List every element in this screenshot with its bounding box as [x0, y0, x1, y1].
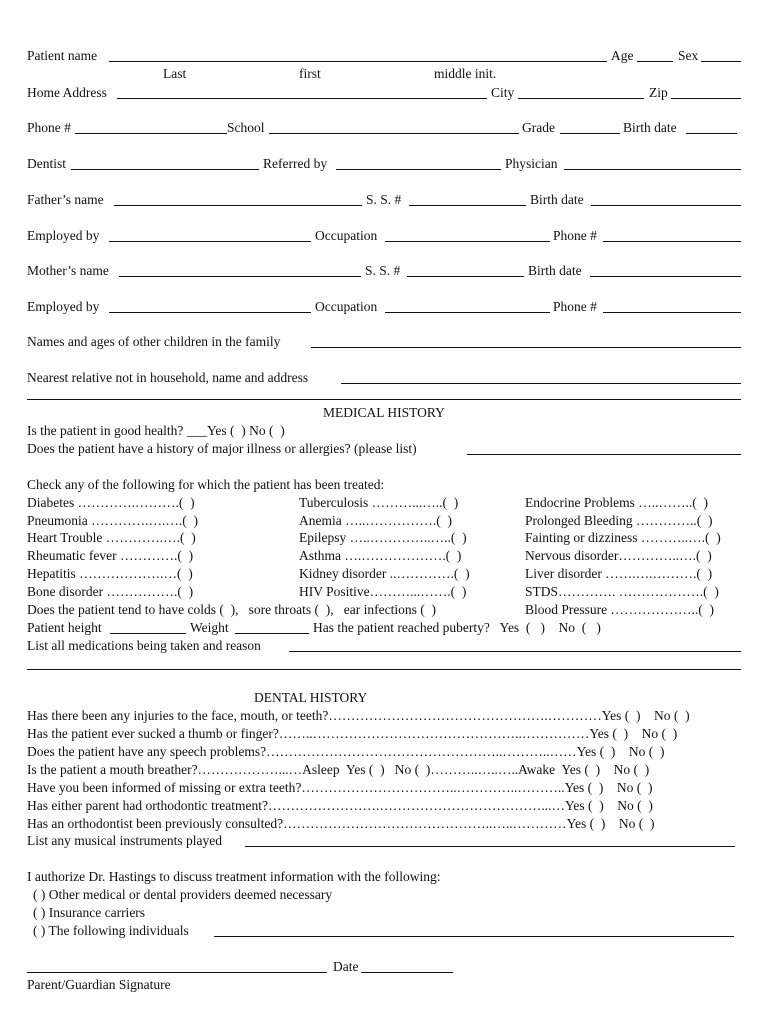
dental-question[interactable]: Has there been any injuries to the face, mouth, or teeth?………………………………………….…………Yes ( ) No ( ) [27, 708, 690, 723]
patient-name-row [27, 47, 741, 65]
date-field[interactable] [361, 972, 453, 973]
condition-row [27, 494, 741, 512]
father-name-label: Father’s name [27, 192, 104, 207]
mother-ss-field[interactable] [407, 276, 524, 277]
father-occupation-field[interactable] [385, 241, 550, 242]
authorization-intro: I authorize Dr. Hastings to discuss treatment information with the following: [27, 869, 441, 884]
condition-row [27, 512, 741, 530]
phone-field[interactable] [75, 133, 227, 134]
medications-field[interactable] [289, 651, 741, 652]
instruments-field[interactable] [245, 846, 735, 847]
condition-item[interactable]: Bone disorder …………….( ) [27, 584, 194, 599]
condition-item[interactable]: Tuberculosis ………...…..( ) [299, 495, 459, 510]
condition-item[interactable]: Liver disorder …….….……….( ) [525, 566, 713, 581]
father-ss-field[interactable] [409, 205, 526, 206]
major-illness-question: Does the patient have a history of major illness or allergies? (please list) [27, 441, 417, 456]
colds-row [27, 601, 741, 619]
referred-by-field[interactable] [336, 169, 501, 170]
authorization-option-providers[interactable]: ( ) Other medical or dental providers deemed necessary [33, 887, 333, 902]
signature-label-row [27, 976, 741, 994]
father-employed-field[interactable] [109, 241, 311, 242]
condition-item[interactable]: Fainting or dizziness ………..….( ) [525, 530, 721, 545]
major-illness-row [27, 440, 741, 458]
dental-question[interactable]: Have you been informed of missing or extra teeth?……………………………..…………..………..Yes ( ) No ( ) [27, 780, 653, 795]
check-intro-row [27, 476, 741, 494]
medications-row [27, 637, 741, 655]
relative-label: Nearest relative not in household, name and address [27, 370, 309, 385]
birth-date-label: Birth date [623, 120, 677, 135]
mother-phone-field[interactable] [603, 312, 741, 313]
mother-birth-date-field[interactable] [590, 276, 741, 277]
dental-question-row [27, 743, 741, 761]
dental-question[interactable]: Has an orthodontist been previously consulted?………………………………………..…..…………Yes ( ) No ( ) [27, 816, 655, 831]
dental-question-row [27, 707, 741, 725]
grade-label: Grade [522, 120, 555, 135]
authorization-option-row [27, 922, 741, 940]
individuals-field[interactable] [214, 936, 734, 937]
condition-item[interactable]: HIV Positive………...…….( ) [299, 584, 467, 599]
authorization-option-row [27, 904, 741, 922]
children-label: Names and ages of other children in the family [27, 334, 281, 349]
dentist-field[interactable] [71, 169, 259, 170]
medications-field-line-2[interactable] [27, 669, 741, 670]
mother-employment-row [27, 298, 741, 316]
sex-label: Sex [678, 48, 699, 63]
condition-item[interactable]: Endocrine Problems …..……..( ) [525, 495, 708, 510]
instruments-label: List any musical instruments played [27, 833, 222, 848]
condition-item[interactable]: Anemia …..…………….( ) [299, 513, 452, 528]
relative-field-line-2[interactable] [27, 399, 741, 400]
mother-occupation-label: Occupation [315, 299, 378, 314]
father-phone-label: Phone # [553, 228, 597, 243]
dental-question[interactable]: Has the patient ever sucked a thumb or finger?……..………………………………………..……………Yes ( ) No ( ) [27, 726, 678, 741]
authorization-option-individuals[interactable]: ( ) The following individuals [33, 923, 189, 938]
condition-item[interactable]: Pneumonia ………….….….( ) [27, 513, 198, 528]
authorization-option-insurance[interactable]: ( ) Insurance carriers [33, 905, 146, 920]
children-field[interactable] [311, 347, 741, 348]
signature-field[interactable] [27, 972, 327, 973]
patient-name-label: Patient name [27, 48, 98, 63]
height-label: Patient height [27, 620, 102, 635]
authorization-intro-row [27, 868, 741, 886]
dental-question[interactable]: Is the patient a mouth breather?………………...…Asleep Yes ( ) No ( )………..…..…..Awake Yes ( ) No ( ) [27, 762, 650, 777]
condition-item[interactable]: Prolonged Bleeding …………..( ) [525, 513, 713, 528]
check-intro: Check any of the following for which the patient has been treated: [27, 477, 385, 492]
medical-history-title: MEDICAL HISTORY [323, 405, 445, 420]
relative-field[interactable] [341, 383, 741, 384]
major-illness-field[interactable] [467, 454, 741, 455]
condition-row [27, 583, 741, 601]
height-field[interactable] [110, 633, 186, 634]
name-hint-row [27, 65, 741, 83]
middle-hint: middle init. [434, 66, 497, 81]
zip-field[interactable] [671, 98, 741, 99]
date-label: Date [333, 959, 359, 974]
condition-row [27, 565, 741, 583]
condition-item[interactable]: Rheumatic fever ………….( ) [27, 548, 194, 563]
condition-item[interactable]: Epilepsy …..…………..…..( ) [299, 530, 467, 545]
age-label: Age [611, 48, 634, 63]
weight-field[interactable] [235, 633, 309, 634]
father-name-field[interactable] [114, 205, 362, 206]
dental-history-title: DENTAL HISTORY [254, 690, 368, 705]
colds-question[interactable]: Does the patient tend to have colds ( ), sore throats ( ), ear infections ( ) [27, 602, 436, 617]
condition-row [27, 529, 741, 547]
signature-row [27, 958, 741, 976]
father-row [27, 191, 741, 209]
dental-history-heading-row [27, 689, 741, 707]
home-address-label: Home Address [27, 85, 107, 100]
condition-item[interactable]: Hepatitis ……………….…( ) [27, 566, 193, 581]
phone-school-row [27, 119, 741, 137]
mother-occupation-field[interactable] [385, 312, 550, 313]
dental-question-row [27, 797, 741, 815]
dentist-label: Dentist [27, 156, 66, 171]
school-field[interactable] [269, 133, 519, 134]
condition-item[interactable]: STDS…………. ……………….( ) [525, 584, 719, 599]
authorization-option-row [27, 886, 741, 904]
city-field[interactable] [518, 98, 644, 99]
medical-history-heading-row [27, 404, 741, 422]
last-hint: Last [163, 66, 187, 81]
dentist-row [27, 155, 741, 173]
father-employment-row [27, 227, 741, 245]
father-employed-label: Employed by [27, 228, 100, 243]
city-label: City [491, 85, 515, 100]
first-hint: first [299, 66, 321, 81]
mother-row [27, 262, 741, 280]
mother-birth-date-label: Birth date [528, 263, 582, 278]
condition-item[interactable]: Diabetes ………….……….( ) [27, 495, 195, 510]
blood-pressure-item[interactable]: Blood Pressure ………………..( ) [525, 602, 714, 617]
phone-label: Phone # [27, 120, 71, 135]
height-weight-row [27, 619, 741, 637]
referred-by-label: Referred by [263, 156, 328, 171]
dental-question-row [27, 725, 741, 743]
condition-item[interactable]: Heart Trouble ………….….( ) [27, 530, 196, 545]
mother-phone-label: Phone # [553, 299, 597, 314]
father-phone-field[interactable] [603, 241, 741, 242]
mother-employed-label: Employed by [27, 299, 100, 314]
dental-question-row [27, 815, 741, 833]
zip-label: Zip [649, 85, 668, 100]
good-health-question[interactable]: Is the patient in good health? ___Yes ( ) No ( ) [27, 423, 285, 438]
physician-label: Physician [505, 156, 558, 171]
patient-name-field[interactable] [109, 61, 607, 62]
dental-question-row [27, 779, 741, 797]
mother-name-field[interactable] [119, 276, 361, 277]
condition-row [27, 547, 741, 565]
dental-question[interactable]: Has either parent had orthodontic treatment?…………………….………………………………...…Yes ( ) No ( ) [27, 798, 653, 813]
dental-question-row [27, 761, 741, 779]
grade-field[interactable] [560, 133, 620, 134]
father-birth-date-label: Birth date [530, 192, 584, 207]
children-row [27, 333, 741, 351]
weight-label: Weight [190, 620, 229, 635]
father-birth-date-field[interactable] [591, 205, 741, 206]
condition-item[interactable]: Kidney disorder ..………….( ) [299, 566, 470, 581]
condition-item[interactable]: Asthma ….……………….( ) [299, 548, 462, 563]
mother-name-label: Mother’s name [27, 263, 109, 278]
father-ss-label: S. S. # [366, 192, 402, 207]
mother-ss-label: S. S. # [365, 263, 401, 278]
sex-field[interactable] [701, 61, 741, 62]
address-row [27, 84, 741, 102]
physician-field[interactable] [564, 169, 741, 170]
birth-date-field[interactable] [686, 133, 737, 134]
relative-row [27, 369, 741, 387]
instruments-row [27, 832, 741, 850]
dental-question[interactable]: Does the patient have any speech problems?……………………………………………..………..……Yes ( ) No ( ) [27, 744, 665, 759]
puberty-question[interactable]: Has the patient reached puberty? Yes ( ) No ( ) [313, 620, 601, 635]
medications-label: List all medications being taken and reason [27, 638, 261, 653]
home-address-field[interactable] [117, 98, 487, 99]
father-occupation-label: Occupation [315, 228, 378, 243]
school-label: School [227, 120, 265, 135]
condition-item[interactable]: Nervous disorder…………..….( ) [525, 548, 712, 563]
age-field[interactable] [637, 61, 673, 62]
good-health-row [27, 422, 741, 440]
mother-employed-field[interactable] [109, 312, 311, 313]
signature-label: Parent/Guardian Signature [27, 977, 171, 992]
